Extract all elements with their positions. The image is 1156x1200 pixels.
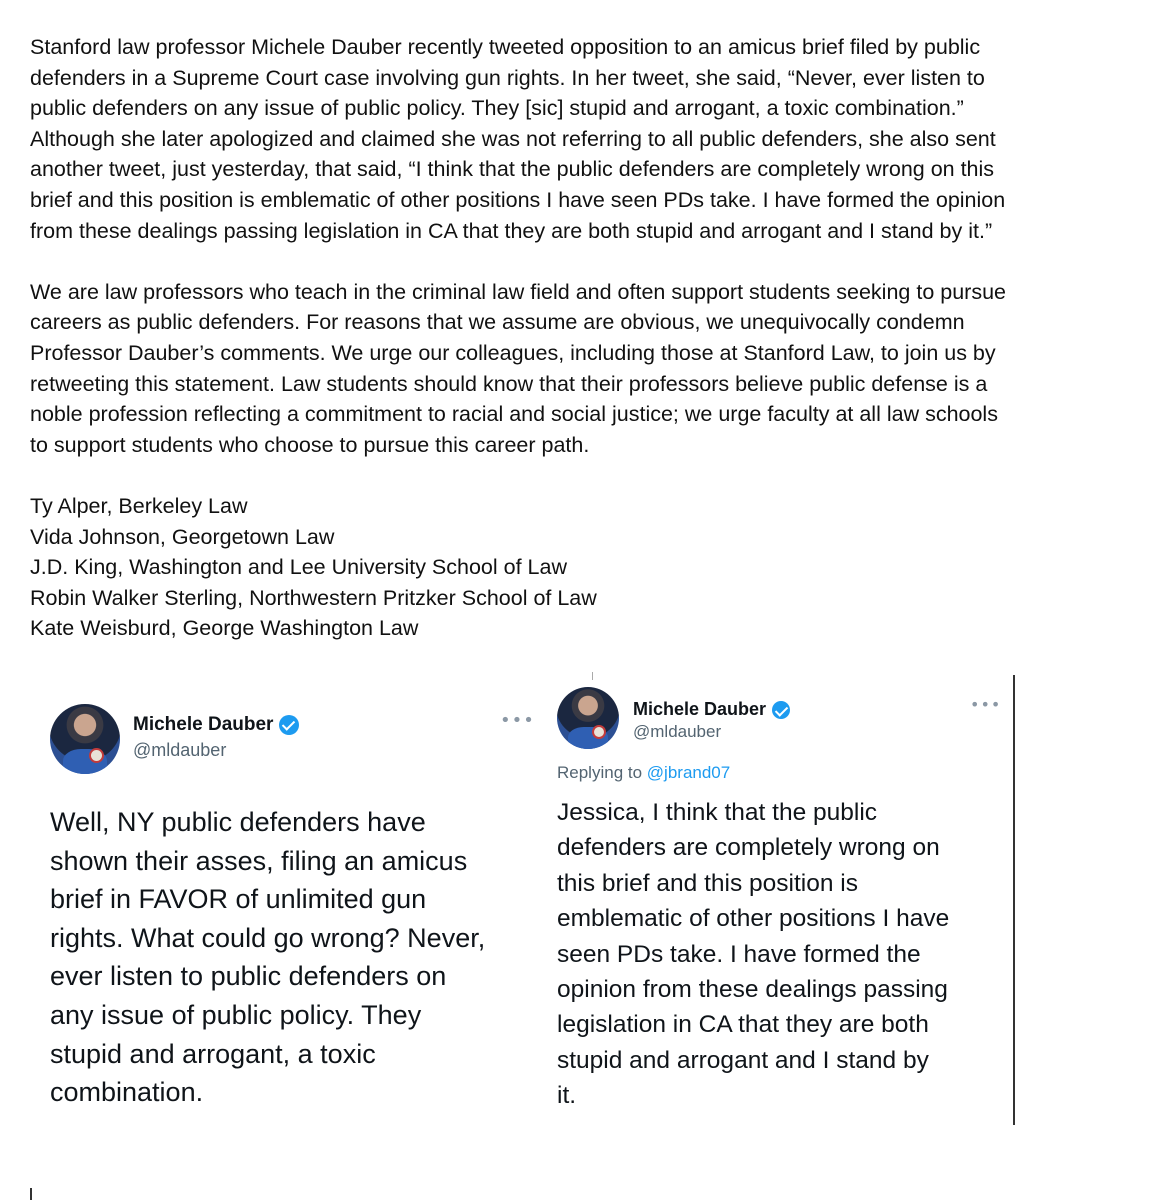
statement-paragraph-1: Stanford law professor Michele Dauber recently tweeted opposition to an amicus brief filed by public defenders in a Supreme Court case involving gun rights. In her tweet, she said, “Never, ever listen to public defenders on any issue of public policy. They [sic] stupid and arrogant, a toxic combination.” Although she later apologized and claimed she was not referring to all public defenders, she also sent another tweet, just yesterday, that said, “I think that the public defenders are completely wrong on this brief and this position is emblematic of other positions I have seen PDs take. I have formed the opinion from these dealings passing legislation in CA that they are both stupid and arrogant and I stand by it.”	[30, 35, 1006, 243]
crop-tick	[30, 1188, 32, 1200]
signatory: Robin Walker Sterling, Northwestern Pritzker School of Law	[30, 585, 597, 610]
tweet-author-name[interactable]: Michele Dauber	[633, 699, 790, 720]
replying-to-link[interactable]: @jbrand07	[646, 763, 731, 782]
replying-to: Replying to @jbrand07	[557, 763, 731, 782]
tweet-text: Well, NY public defenders have shown their asses, filing an amicus brief in FAVOR of unlimited gun rights. What could go wrong? Never, ever listen to public defenders on any issue of public policy. They stupid and arrogant, a toxic combination.	[50, 807, 486, 1108]
more-options-icon[interactable]: •••	[500, 710, 535, 731]
tweet-author-handle[interactable]: @mldauber	[633, 722, 722, 741]
crop-divider	[1013, 675, 1015, 1125]
verified-badge-icon	[772, 701, 790, 719]
signatories	[30, 491, 1130, 644]
tweet-2	[545, 675, 1015, 1125]
verified-badge-icon	[279, 715, 299, 735]
statement-paragraph-2: We are law professors who teach in the criminal law field and often support students seeking to pursue careers as public defenders. For reasons that we assume are obvious, we unequivocally condemn Professor Dauber’s comments. We urge our colleagues, including those at Stanford Law, to join us by retweeting this statement. Law students should know that their professors believe public defense is a noble profession reflecting a commitment to racial and social justice; we urge faculty at all law schools to support students who choose to pursue this career path.	[30, 279, 1006, 457]
tweet-text: Jessica, I think that the public defenders are completely wrong on this brief and this position is emblematic of other positions I have seen PDs take. I have formed the opinion from these dealings passing legislation in CA that they are both stupid and arrogant and I stand by it.	[557, 799, 950, 1110]
avatar[interactable]	[50, 704, 120, 774]
signatory: Kate Weisburd, George Washington Law	[30, 616, 419, 641]
more-options-icon[interactable]: •••	[970, 695, 1002, 714]
statement	[30, 32, 1130, 644]
tweet-author-name[interactable]: Michele Dauber	[133, 714, 299, 736]
signatory: Vida Johnson, Georgetown Law	[30, 524, 335, 549]
crop-tick	[592, 672, 593, 680]
signatory: Ty Alper, Berkeley Law	[30, 493, 248, 518]
tweet-author-handle[interactable]: @mldauber	[133, 740, 227, 760]
signatory: J.D. King, Washington and Lee University School of Law	[30, 555, 567, 580]
avatar[interactable]	[557, 687, 619, 749]
tweet-1	[0, 690, 540, 1130]
